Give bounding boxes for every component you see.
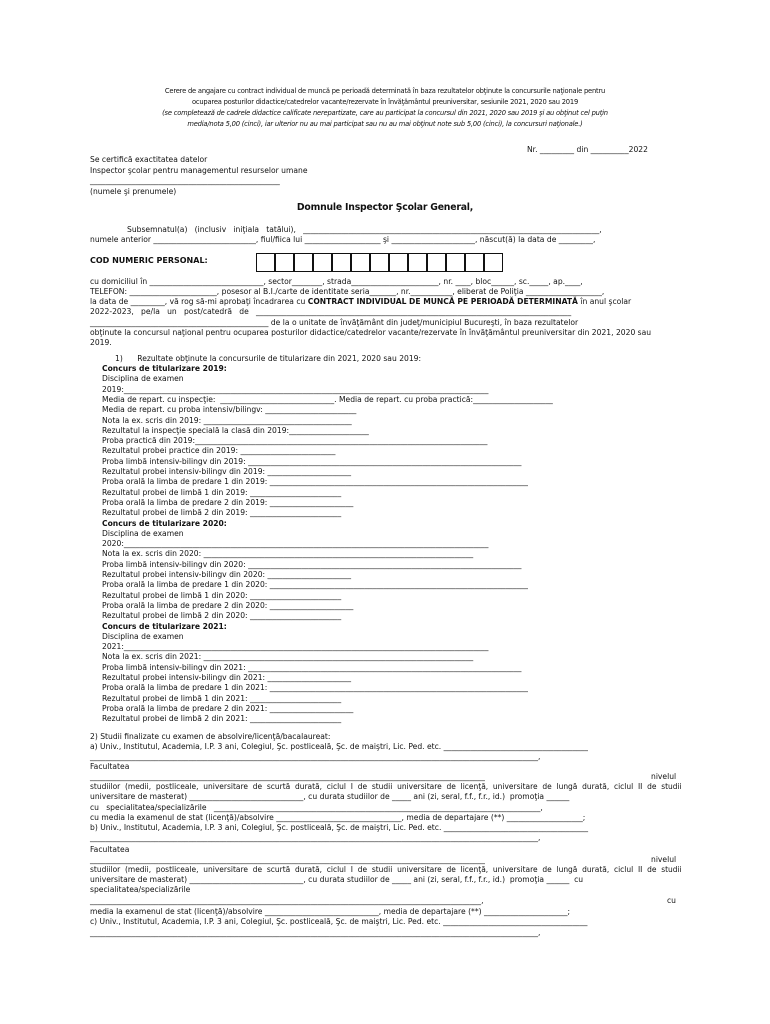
result-field[interactable]: Proba orală la limba de predare 1 din 2021: ____________________________________________________________________ — [102, 683, 528, 693]
intro-line-8: obţinute la concursul naţional pentru ocuparea posturilor didactice/catedrelor vacante/rezervate în învăţământul preuniversitar din 2021, 2020 sau — [90, 328, 652, 337]
result-field[interactable]: Proba practică din 2019:_____________________________________________________________________________ — [102, 436, 488, 446]
study-b-line-8[interactable]: media la examenul de stat (licenţă)/absolvire ______________________________, media de departajare (**) ______________________; — [90, 907, 571, 916]
contract-type: CONTRACT INDIVIDUAL DE MUNCĂ PE PERIOADĂ DETERMINATĂ — [307, 297, 578, 306]
result-field[interactable]: Rezultatul probei intensiv-bilingv din 2021: ______________________ — [102, 673, 352, 682]
result-field[interactable]: Rezultatul probei de limbă 2 din 2020: ________________________ — [102, 611, 342, 621]
cnp-digit-box[interactable] — [332, 253, 351, 272]
intro-line-7[interactable]: _______________________________________________ de la o unitate de învăţământ din judeţ/municipiul Bucureşti, în baza rezultatelor — [90, 318, 579, 327]
cnp-digit-box[interactable] — [427, 253, 446, 272]
result-field[interactable]: Proba limbă intensiv-bilingv din 2020: ________________________________________________________________________ — [102, 559, 522, 569]
result-field[interactable]: Rezultatul probei de limbă 2 din 2019: ________________________ — [102, 508, 342, 518]
study-a-faculty-label: Facultatea — [90, 762, 130, 771]
certif-line-4: (numele şi prenumele) — [90, 187, 177, 196]
contest-heading: Concurs de titularizare 2020: — [102, 518, 227, 528]
result-field[interactable]: Proba orală la limba de predare 1 din 2019: ____________________________________________________________________ — [102, 477, 528, 487]
result-field[interactable]: Rezultatul probei intensiv-bilingv din 2019: ______________________ — [102, 467, 352, 476]
cnp-label: COD NUMERIC PERSONAL: — [90, 256, 208, 265]
certif-line-1: Se certifică exactitatea datelor — [90, 155, 208, 164]
contest-heading: Concurs de titularizare 2019: — [102, 364, 227, 373]
cnp-digit-box[interactable] — [465, 253, 484, 272]
result-field[interactable]: Disciplina de examen — [102, 631, 184, 641]
intro-line-5-end: în anul şcolar — [577, 297, 632, 306]
study-b-level-label: nivelul — [651, 855, 677, 864]
result-field[interactable]: Proba orală la limba de predare 2 din 2020: ______________________ — [102, 600, 354, 610]
cnp-digit-box[interactable] — [389, 253, 408, 272]
intro-line-5[interactable] — [90, 297, 631, 307]
contest-heading: Concurs de titularizare 2021: — [102, 621, 227, 631]
result-field[interactable]: Proba orală la limba de predare 1 din 2020: ____________________________________________________________________ — [102, 580, 528, 590]
result-field[interactable]: Proba orală la limba de predare 2 din 2021: ______________________ — [102, 703, 354, 713]
result-field[interactable]: Rezultatul la inspecţie specială la clasă din 2019:_____________________ — [102, 425, 369, 435]
study-a-level-label: nivelul — [651, 772, 677, 781]
header-line-3: (se completează de cadrele didactice calificate nerepartizate, care au participat la concursul din 2021, 2020 sau 2019 şi au obţinut cel puţin — [162, 109, 608, 117]
result-field[interactable]: Nota la ex. scris din 2020: _______________________________________________________________________ — [102, 549, 474, 559]
intro-line-5-text: la data de _________, vă rog să-mi aprobaţi încadrarea cu — [90, 297, 308, 306]
study-a-line-7[interactable]: cu media la examenul de stat (licenţă)/absolvire _________________________________, media de departajare (**) ____________________; — [90, 813, 586, 822]
certif-line-2: Inspector şcolar pentru managementul resurselor umane — [90, 166, 308, 175]
study-b-institution[interactable]: b) Univ., Institutul, Academia, I.P. 3 ani, Colegiul, Şc. postliceală, Şc. de maiştri, Lic. Ped. etc. ______________________________________ — [90, 823, 589, 832]
study-b-line-4: studiilor (medii, postliceale, universitare de scurtă durată, ciclul I de studii universitare de licenţă, universitare de lungă durată, ciclul II de studii — [90, 865, 682, 874]
intro-line-3[interactable]: cu domiciliul în ______________________________, sector________, strada_______________________, nr. ____, bloc______, sc._____, ap.____, — [90, 277, 583, 286]
study-a-line-5[interactable]: universitare de masterat) ______________________________, cu durata studiilor de _____ ani (zi, seral, f.f., f.r., id.) promoţia ______ — [90, 792, 570, 801]
intro-line-9: 2019. — [90, 338, 112, 347]
study-c-line-2[interactable]: ______________________________________________________________________________________________________________________, — [90, 928, 541, 937]
page-title: Domnule Inspector Şcolar General, — [296, 202, 474, 213]
study-b-line-7-end: cu — [667, 896, 676, 905]
intro-line-6[interactable]: 2022-2023, pe/la un post/catedră de ___________________________________________________________________________________ — [90, 307, 572, 316]
header-line-4: media/nota 5,00 (cinci), iar ulterior nu au mai participat sau nu au mai obţinut note sub 5,00 (cinci), la concursuri naţionale.) — [187, 120, 583, 128]
result-field[interactable]: Proba limbă intensiv-bilingv din 2019: ________________________________________________________________________ — [102, 456, 522, 466]
result-field[interactable]: Rezultatul probei de limbă 1 din 2021: ________________________ — [102, 693, 342, 703]
result-field[interactable]: Nota la ex. scris din 2019: _______________________________________ — [102, 415, 352, 425]
result-field[interactable]: 2020:________________________________________________________________________________________________ — [102, 539, 489, 549]
cnp-digit-box[interactable] — [256, 253, 275, 272]
study-a-institution[interactable]: a) Univ., Institutul, Academia, I.P. 3 ani, Colegiul, Şc. postliceală, Şc. de maiştri, Lic. Ped. etc. ______________________________________ — [90, 742, 588, 751]
intro-line-2[interactable]: numele anterior ___________________________, fiul/fiica lui ____________________ şi ______________________, născut(ă) la data de _________, — [90, 235, 596, 244]
result-field[interactable]: 2021:________________________________________________________________________________________________ — [102, 642, 489, 652]
result-field[interactable]: Proba orală la limba de predare 2 din 2019: ______________________ — [102, 497, 354, 507]
study-b-line-2[interactable]: ______________________________________________________________________________________________________________________, — [90, 833, 541, 842]
section-2-heading: 2) Studii finalizate cu examen de absolvire/licenţă/bacalaureat: — [90, 732, 331, 741]
header-line-2: ocuparea posturilor didactice/catedrelor vacante/rezervate în învăţământul preuniversitar, sesiunile 2021, 2020 sau 2019 — [191, 98, 579, 106]
result-field[interactable]: Disciplina de examen — [102, 528, 184, 538]
result-field[interactable]: Media de repart. cu proba intensiv/bilingv: ________________________ — [102, 405, 357, 415]
result-field[interactable]: Nota la ex. scris din 2021: _______________________________________________________________________ — [102, 652, 474, 662]
cnp-digit-box[interactable] — [313, 253, 332, 272]
result-field[interactable]: Proba limbă intensiv-bilingv din 2021: ________________________________________________________________________ — [102, 662, 522, 672]
cnp-boxes[interactable] — [256, 253, 516, 273]
study-b-line-7[interactable]: _______________________________________________________________________________________________________, — [90, 896, 484, 905]
study-a-line-4: studiilor (medii, postliceale, universitare de scurtă durată, ciclul I de studii universitare de licenţă, universitare de lungă durată, ciclul II de studii — [90, 782, 682, 791]
study-a-line-6[interactable]: cu specialitatea/specializările ______________________________________________________________________________________, — [90, 803, 543, 812]
result-field[interactable]: Rezultatul probei practice din 2019: _________________________ — [102, 446, 336, 456]
inspector-name-field[interactable]: __________________________________________________ — [90, 176, 280, 185]
result-field[interactable]: Disciplina de examen — [102, 374, 184, 384]
cnp-digit-box[interactable] — [370, 253, 389, 272]
registration-number[interactable]: Nr. _________ din __________2022 — [527, 145, 648, 154]
header-line-1: Cerere de angajare cu contract individual de muncă pe perioadă determinată în baza rezultatelor obţinute la concursurile naţionale pentru — [164, 87, 606, 95]
study-b-line-5[interactable]: universitare de masterat) ______________________________, cu durata studiilor de _____ ani (zi, seral, f.f., f.r., id.) promoţia ______ cu — [90, 875, 584, 884]
result-field[interactable]: Media de repart. cu inspecţie: ______________________________. Media de repart. cu proba practică:_____________________ — [102, 394, 553, 404]
cnp-digit-box[interactable] — [484, 253, 503, 272]
result-field[interactable]: Rezultatul probei de limbă 1 din 2020: ________________________ — [102, 590, 342, 600]
study-c-institution[interactable]: c) Univ., Institutul, Academia, I.P. 3 ani, Colegiul, Şc. postliceală, Şc. de maiştri, Lic. Ped. etc. ______________________________________ — [90, 917, 588, 926]
cnp-digit-box[interactable] — [408, 253, 427, 272]
study-a-faculty-field[interactable]: ________________________________________________________________________________________________________ — [90, 772, 485, 781]
intro-line-1[interactable]: Subsemnatul(a) (inclusiv iniţiala tatălui), ______________________________________________________________________________, — [127, 225, 602, 234]
section-1-results — [102, 364, 722, 724]
result-field[interactable]: Rezultatul probei de limbă 2 din 2021: ________________________ — [102, 714, 342, 724]
study-b-faculty-label: Facultatea — [90, 845, 130, 854]
cnp-digit-box[interactable] — [351, 253, 370, 272]
study-a-line-2[interactable]: ______________________________________________________________________________________________________________________, — [90, 752, 541, 761]
cnp-digit-box[interactable] — [294, 253, 313, 272]
cnp-digit-box[interactable] — [446, 253, 465, 272]
result-field[interactable]: Rezultatul probei intensiv-bilingv din 2020: ______________________ — [102, 570, 352, 579]
cnp-digit-box[interactable] — [275, 253, 294, 272]
result-field[interactable]: Rezultatul probei de limbă 1 din 2019: ________________________ — [102, 487, 342, 497]
study-b-line-6: specialitatea/specializările — [90, 885, 191, 894]
section-1-heading: 1) Rezultate obţinute la concursurile de titularizare din 2021, 2020 sau 2019: — [115, 354, 422, 363]
intro-line-4[interactable]: TELEFON: _______________________, posesor al B.I./carte de identitate seria_______, nr.___________, eliberat de Poliţia ____________________, — [90, 287, 605, 296]
study-b-faculty-field[interactable]: ________________________________________________________________________________________________________ — [90, 855, 485, 864]
result-field[interactable]: 2019:________________________________________________________________________________________________ — [102, 384, 489, 394]
